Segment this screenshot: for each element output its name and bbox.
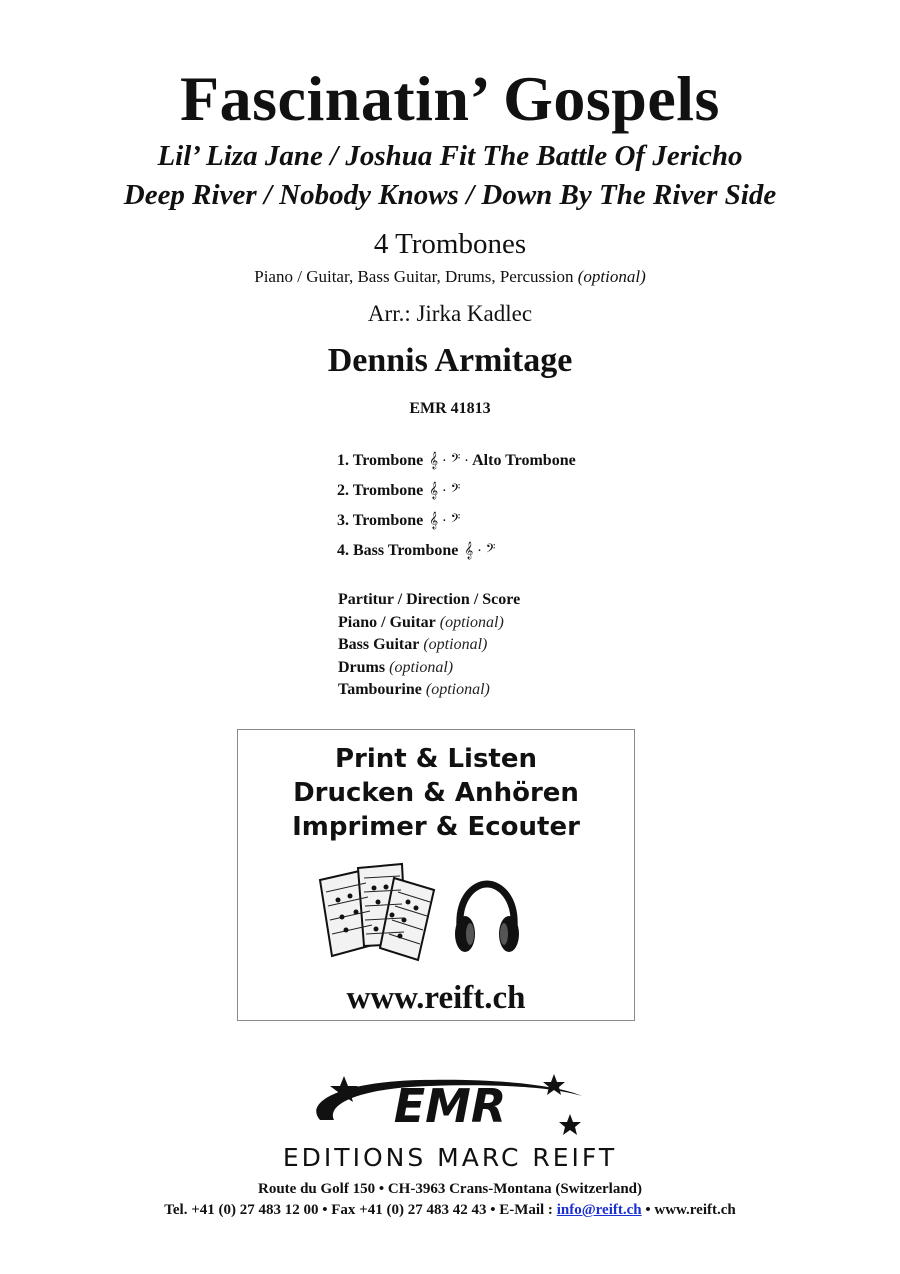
print-listen-fr: Imprimer & Ecouter [292, 812, 580, 842]
publisher-address: Route du Golf 150 • CH-3963 Crans-Montana (Switzerland) [258, 1181, 642, 1197]
composer: Dennis Armitage [327, 342, 573, 379]
extra-item [338, 612, 520, 635]
accompaniment-text: Piano / Guitar, Bass Guitar, Drums, Percussion [254, 267, 574, 286]
extra-note: (optional) [439, 613, 504, 631]
extra-note: (optional) [423, 636, 488, 653]
part-item [337, 512, 576, 542]
part-label: 1. Trombone [337, 452, 424, 469]
extra-label: Partitur / Direction / Score [338, 591, 521, 608]
extra-label: Piano / Guitar [338, 613, 436, 631]
part-label: 2. Trombone [337, 482, 424, 499]
extra-item [338, 657, 520, 680]
part-label: 3. Trombone [337, 512, 424, 529]
part-item [337, 542, 576, 572]
accompaniment [0, 267, 900, 287]
extra-label: Drums [338, 658, 386, 676]
instrumentation: 4 Trombones [373, 228, 527, 260]
emr-logo [300, 1072, 600, 1138]
extra-item [338, 679, 520, 702]
contact-website[interactable]: • www.reift.ch [645, 1202, 736, 1218]
print-listen-box [237, 729, 635, 1021]
clef-icons: 𝄞 · 𝄢 [464, 543, 496, 559]
extra-note: (optional) [425, 681, 490, 698]
publisher-name: EDITIONS MARC REIFT [282, 1143, 618, 1172]
logo-text: EMR [393, 1079, 507, 1133]
contact-phone-fax: Tel. +41 (0) 27 483 12 00 • Fax +41 (0) 27 483 42 43 • E-Mail : [164, 1202, 553, 1218]
clef-icons: 𝄞 · 𝄢 · [429, 453, 469, 469]
page-title: Fascinatin’ Gospels [180, 63, 720, 134]
extra-note: (optional) [389, 658, 454, 676]
part-item [337, 452, 576, 482]
subtitle-line-2: Deep River / Nobody Knows / Down By The River Side [123, 179, 777, 211]
catalog-number: EMR 41813 [409, 400, 491, 417]
box-website[interactable]: www.reift.ch [346, 980, 526, 1016]
extra-label: Bass Guitar [338, 636, 420, 653]
part-suffix: Alto Trombone [472, 452, 576, 469]
part-label: 4. Bass Trombone [337, 542, 459, 559]
arranger: Arr.: Jirka Kadlec [367, 301, 533, 326]
clef-icons: 𝄞 · 𝄢 [429, 513, 461, 529]
extra-label: Tambourine [338, 681, 422, 698]
extra-item [338, 634, 520, 657]
part-item [337, 482, 576, 512]
sheet-music-icon [316, 862, 436, 962]
clef-icons: 𝄞 · 𝄢 [429, 483, 461, 499]
parts-list [337, 452, 576, 572]
accompaniment-optional: (optional) [577, 267, 646, 286]
publisher-contact [0, 1202, 900, 1219]
print-listen-en: Print & Listen [334, 744, 538, 774]
subtitle-line-1: Lil’ Liza Jane / Joshua Fit The Battle Of Jericho [157, 140, 743, 172]
extra-item [338, 589, 520, 612]
print-listen-de: Drucken & Anhören [293, 778, 579, 808]
headphones-icon [452, 878, 522, 958]
email-link[interactable]: info@reift.ch [556, 1202, 642, 1218]
extra-parts-list [338, 589, 520, 702]
